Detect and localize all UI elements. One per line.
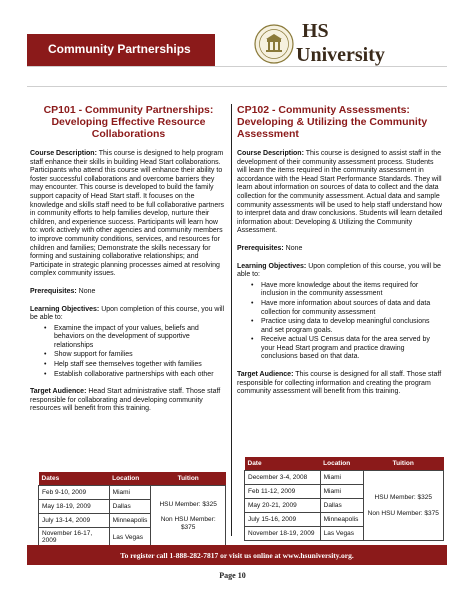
tuition-non-member: Non HSU Member: $375 bbox=[160, 516, 216, 531]
location-cell: Dallas bbox=[320, 499, 363, 513]
description-label: Course Description: bbox=[30, 150, 97, 157]
objectives-list bbox=[237, 282, 443, 362]
date-cell: November 16-17, 2009 bbox=[39, 528, 110, 547]
date-cell: Feb 9-10, 2009 bbox=[39, 486, 110, 500]
learning-objectives bbox=[30, 306, 227, 323]
location-cell: Minneapolis bbox=[320, 513, 363, 527]
date-cell: December 3-4, 2008 bbox=[245, 471, 321, 485]
university-seal-icon bbox=[254, 24, 294, 64]
audience-label: Target Audience: bbox=[30, 388, 87, 396]
target-audience bbox=[237, 371, 443, 397]
location-cell: Miami bbox=[320, 485, 363, 499]
objectives-intro: Upon completion of this course, you will be able to: bbox=[30, 305, 225, 322]
tuition-member: HSU Member: $325 bbox=[159, 500, 217, 508]
description-text: This course is designed to assist staff in the development of their community assessment process. Students will learn the items required in the community assessment in accordance with the Head Start Performance Standards. They will learn about information on sources of data to collect and the data collection for the community assessment. Actual data and sample community assessments will be used to help staff understand how to interpret data and draw conclusions. Students will learn detailed information about: Developing & Utilizing the Community Assessment. bbox=[237, 150, 443, 235]
column-header: Dates bbox=[39, 472, 110, 486]
column-header: Location bbox=[320, 457, 363, 471]
prerequisites-label: Prerequisites: bbox=[237, 244, 284, 252]
table-header-row bbox=[245, 457, 444, 471]
table-header-row bbox=[39, 472, 226, 486]
prerequisites bbox=[30, 288, 227, 297]
schedule-table-cp101 bbox=[38, 472, 226, 547]
date-cell: July 13-14, 2009 bbox=[39, 514, 110, 528]
table-row bbox=[245, 471, 444, 485]
audience-text: Head Start administrative staff. Those staff responsible for collaborating and developing community resources will benefit from this training. bbox=[30, 388, 221, 413]
prerequisites-text: None bbox=[283, 244, 303, 252]
list-item: • Examine the impact of your values, beliefs and behaviors on the development of supportive relationships bbox=[44, 325, 227, 351]
tuition-cell bbox=[151, 486, 226, 547]
column-header: Location bbox=[109, 472, 151, 486]
list-item: • Have more knowledge about the items required for inclusion in the community assessment bbox=[251, 282, 443, 299]
tuition-member: HSU Member: $325 bbox=[374, 494, 432, 501]
date-cell: July 15-16, 2009 bbox=[245, 513, 321, 527]
page-number: Page 10 bbox=[219, 571, 246, 580]
brand-name-line2: University bbox=[296, 44, 385, 66]
column-header: Tuition bbox=[151, 472, 226, 486]
list-item: • Show support for families bbox=[44, 351, 227, 360]
list-item: • Help staff see themselves together with families bbox=[44, 361, 227, 370]
target-audience bbox=[30, 388, 227, 414]
location-cell: Miami bbox=[109, 486, 151, 500]
location-cell: Las Vegas bbox=[320, 527, 363, 541]
list-item: • Receive actual US Census data for the area served by your Head Start program and practice drawing conclusions based on that data. bbox=[251, 336, 443, 362]
column-divider bbox=[231, 104, 232, 536]
audience-label: Target Audience: bbox=[237, 371, 294, 379]
objectives-intro: Upon completion of this course, you will be able to: bbox=[237, 262, 441, 279]
location-cell: Miami bbox=[320, 471, 363, 485]
description-label: Course Description: bbox=[237, 150, 304, 157]
date-cell: Feb 11-12, 2009 bbox=[245, 485, 321, 499]
date-cell: May 18-19, 2009 bbox=[39, 500, 110, 514]
course-title: CP101 - Community Partnerships: Developing Effective Resource Collaborations bbox=[43, 104, 214, 140]
location-cell: Las Vegas bbox=[109, 528, 151, 547]
prerequisites bbox=[237, 245, 443, 254]
date-cell: May 20-21, 2009 bbox=[245, 499, 321, 513]
registration-footer: To register call 1-888-282-7817 or visit us online at www.hsuniversity.org. bbox=[120, 551, 354, 560]
prerequisites-label: Prerequisites: bbox=[30, 287, 77, 295]
column-header: Date bbox=[245, 457, 321, 471]
table-row bbox=[39, 486, 226, 500]
date-cell: November 18-19, 2009 bbox=[245, 527, 321, 541]
tuition-non-member: Non HSU Member: $375 bbox=[367, 509, 439, 517]
prerequisites-text: None bbox=[76, 287, 96, 295]
objectives-label: Learning Objectives: bbox=[237, 262, 307, 270]
list-item: • Establish collaborative partnerships with each other bbox=[44, 371, 227, 380]
course-description bbox=[30, 150, 227, 279]
schedule-table-cp102 bbox=[244, 457, 444, 541]
audience-text: This course is designed for all staff. Those staff responsible for collecting information and creating the program community assessment will benefit from this training. bbox=[237, 371, 442, 396]
objectives-label: Learning Objectives: bbox=[30, 305, 100, 313]
tuition-cell bbox=[363, 471, 443, 541]
description-text: This course is designed to help program staff enhance their skills in building Head Start collaborations. Participants who attend this course will enhance their ability to foster successful collaborations and overcome barriers they may encounter. This course is developed to build the family support capacity of Head Start staff. It focuses on the knowledge and skills staff need to be full collaborative partners in community efforts to help families develop, nurture their children, and experience success. Participants will learn how to: work actively with other agencies and community members to improve community conditions, services, and resources for children and families; Demonstrate the skills necessary for forming and sustaining collaborative relationships; and Participate in strategic planning processes aimed at resolving complex community issues. bbox=[30, 150, 225, 278]
learning-objectives bbox=[237, 263, 443, 280]
location-cell: Minneapolis bbox=[109, 514, 151, 528]
course-description bbox=[237, 150, 443, 236]
column-header: Tuition bbox=[363, 457, 443, 471]
list-item: • Have more information about sources of data and data collection for community assessment bbox=[251, 300, 443, 317]
section-divider bbox=[27, 86, 447, 87]
course-cp102 bbox=[237, 104, 443, 406]
brand-name-line1: HS bbox=[302, 20, 329, 42]
list-item: • Practice using data to develop meaningful conclusions and set program goals. bbox=[251, 318, 443, 335]
course-cp101 bbox=[30, 104, 227, 423]
objectives-list bbox=[30, 325, 227, 380]
course-title: CP102 - Community Assessments: Developing & Utilizing the Community Assessment bbox=[237, 104, 428, 140]
location-cell: Dallas bbox=[109, 500, 151, 514]
page-title: Community Partnerships bbox=[48, 42, 191, 56]
